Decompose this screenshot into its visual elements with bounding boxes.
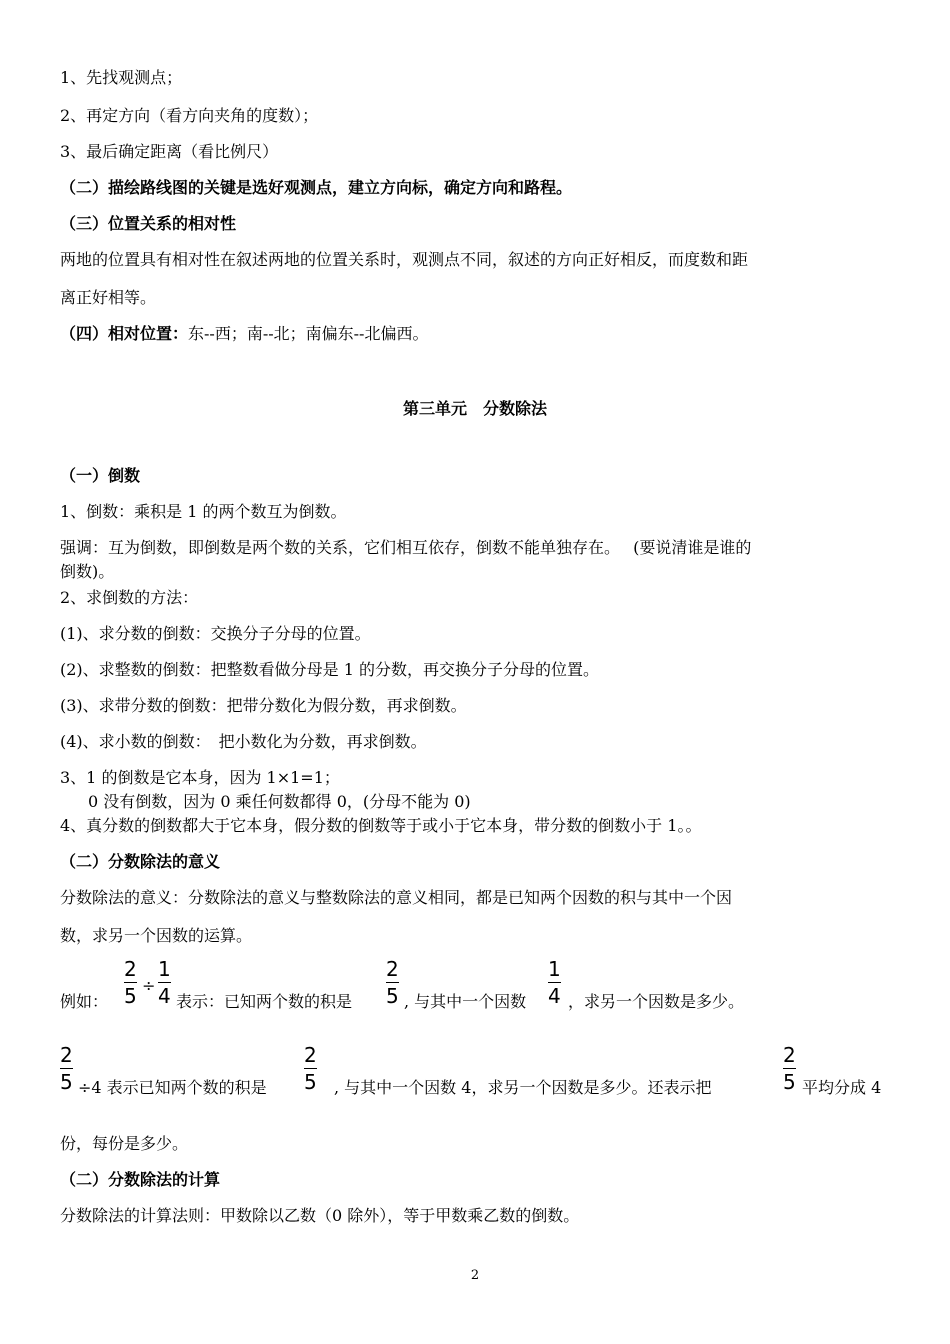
- relative-position-label: （四）相对位置：: [60, 324, 189, 343]
- rule-zero: 0 没有倒数，因为 0 乘任何数都得 0，(分母不能为 0): [88, 792, 471, 811]
- relative-position-line: [60, 324, 428, 344]
- division-meaning-1: 分数除法的意义：分数除法的意义与整数除法的意义相同，都是已知两个因数的积与其中一个因: [60, 888, 733, 907]
- example-text-1: 表示：已知两个数的积是: [176, 992, 353, 1011]
- denominator: 5: [124, 984, 137, 1008]
- example2-text-1: ÷4 表示已知两个数的积是: [78, 1078, 267, 1097]
- example-text-3: ，求另一个因数是多少。: [568, 992, 745, 1011]
- denominator: 4: [548, 984, 561, 1008]
- example2-text-3: 平均分成 4: [802, 1078, 882, 1097]
- line-3: 3、最后确定距离（看比例尺）: [60, 142, 279, 161]
- example-text-2: , 与其中一个因数: [404, 992, 527, 1011]
- numerator: 2: [783, 1043, 796, 1067]
- method-2: (2)、求整数的倒数：把整数看做分母是 1 的分数，再交换分子分母的位置。: [60, 660, 600, 679]
- relative-position-text: 东--西；南--北；南偏东--北偏西。: [188, 324, 429, 343]
- example2-text-4: 份，每份是多少。: [60, 1134, 189, 1153]
- divide-sign: ÷: [142, 976, 156, 995]
- emphasis-2: 倒数)。: [60, 562, 115, 581]
- numerator: 2: [124, 957, 137, 981]
- emphasis-1: 强调：互为倒数，即倒数是两个数的关系，它们相互依存，倒数不能单独存在。 (要说清谁是谁的: [60, 538, 752, 557]
- unit-title: 第三单元 分数除法: [402, 399, 547, 418]
- heading-division-meaning: （二）分数除法的意义: [60, 852, 221, 871]
- heading-relativity: （三）位置关系的相对性: [60, 214, 237, 233]
- denominator: 5: [60, 1070, 73, 1094]
- heading-division-calc: （二）分数除法的计算: [60, 1170, 221, 1189]
- paragraph-relativity-1: 两地的位置具有相对性在叙述两地的位置关系时，观测点不同，叙述的方向正好相反，而度数和距: [60, 250, 749, 269]
- denominator: 5: [783, 1070, 796, 1094]
- denominator: 5: [386, 984, 399, 1008]
- page-number: 2: [470, 1268, 480, 1283]
- reciprocal-def: 1、倒数：乘积是 1 的两个数互为倒数。: [60, 502, 347, 521]
- paragraph-relativity-2: 离正好相等。: [60, 288, 157, 307]
- numerator: 2: [60, 1043, 73, 1067]
- division-calc-rule: 分数除法的计算法则：甲数除以乙数（0 除外），等于甲数乘乙数的倒数。: [60, 1206, 580, 1225]
- numerator: 1: [548, 957, 561, 981]
- heading-route-map: （二）描绘路线图的关键是选好观测点，建立方向标，确定方向和路程。: [60, 178, 573, 197]
- method-heading: 2、求倒数的方法：: [60, 588, 199, 607]
- method-1: (1)、求分数的倒数：交换分子分母的位置。: [60, 624, 371, 643]
- fraction-one-quarter: [548, 958, 561, 1007]
- rule-proper-fraction: 4、真分数的倒数都大于它本身，假分数的倒数等于或小于它本身，带分数的倒数小于 1。。: [60, 816, 702, 835]
- method-3: (3)、求带分数的倒数：把带分数化为假分数，再求倒数。: [60, 696, 467, 715]
- fraction-two-fifths: [304, 1044, 317, 1093]
- numerator: 2: [386, 957, 399, 981]
- denominator: 4: [158, 984, 171, 1008]
- fraction-two-fifths: [60, 1044, 73, 1093]
- example-label: 例如：: [60, 992, 109, 1011]
- numerator: 2: [304, 1043, 317, 1067]
- heading-reciprocal: （一）倒数: [60, 466, 141, 485]
- line-1: 1、先找观测点；: [60, 68, 183, 87]
- fraction-two-fifths: [783, 1044, 796, 1093]
- fraction-one-quarter: [158, 958, 171, 1007]
- method-4: (4)、求小数的倒数： 把小数化为分数，再求倒数。: [60, 732, 427, 751]
- rule-one: 3、1 的倒数是它本身，因为 1×1=1；: [60, 768, 340, 787]
- fraction-two-fifths: [124, 958, 137, 1007]
- fraction-two-fifths: [386, 958, 399, 1007]
- example2-text-2: , 与其中一个因数 4，求另一个因数是多少。还表示把: [334, 1078, 712, 1097]
- line-2: 2、再定方向（看方向夹角的度数）；: [60, 106, 319, 125]
- denominator: 5: [304, 1070, 317, 1094]
- division-meaning-2: 数，求另一个因数的运算。: [60, 926, 253, 945]
- numerator: 1: [158, 957, 171, 981]
